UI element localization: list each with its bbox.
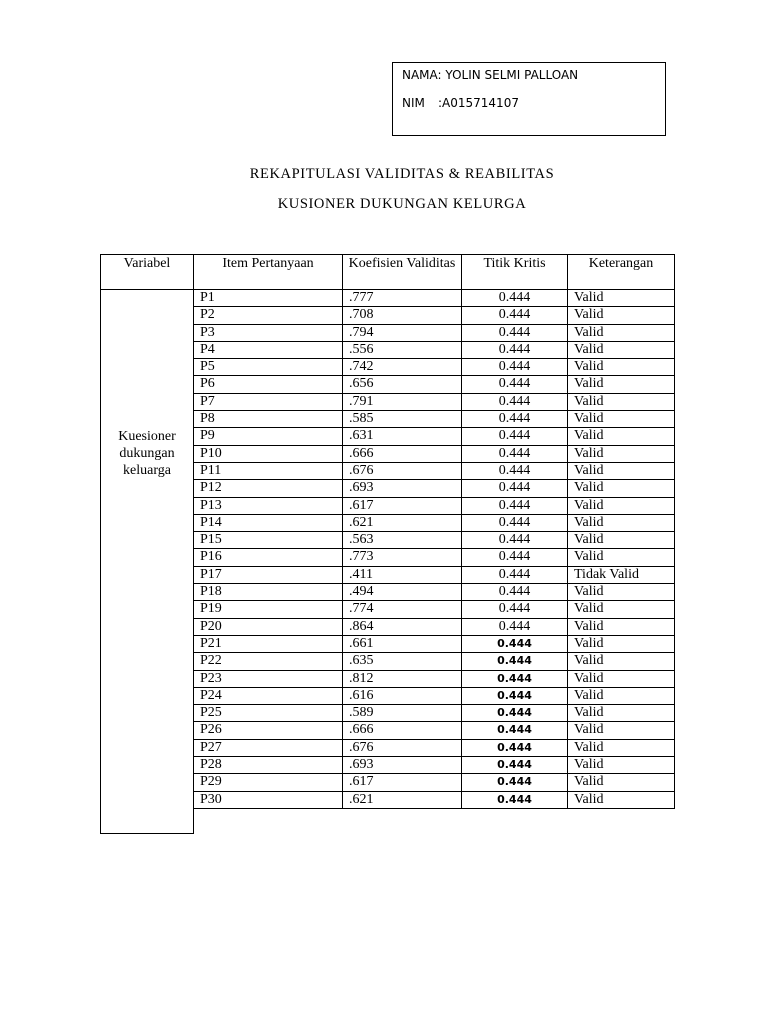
header-titik-kritis: Titik Kritis bbox=[462, 255, 568, 290]
critical-value-cell: 0.444 bbox=[462, 497, 568, 514]
coefficient-cell: .616 bbox=[343, 687, 462, 704]
remark-cell: Valid bbox=[568, 635, 675, 652]
critical-value-cell: 0.444 bbox=[462, 307, 568, 324]
critical-value-cell: 0.444 bbox=[462, 376, 568, 393]
remark-cell: Valid bbox=[568, 341, 675, 358]
coefficient-cell: .773 bbox=[343, 549, 462, 566]
critical-value-cell: 0.444 bbox=[462, 705, 568, 722]
remark-cell: Valid bbox=[568, 359, 675, 376]
coefficient-cell: .631 bbox=[343, 428, 462, 445]
item-cell: P12 bbox=[194, 480, 343, 497]
item-cell: P9 bbox=[194, 428, 343, 445]
critical-value-cell: 0.444 bbox=[462, 359, 568, 376]
item-cell: P24 bbox=[194, 687, 343, 704]
item-cell: P2 bbox=[194, 307, 343, 324]
header-item: Item Pertanyaan bbox=[194, 255, 343, 290]
remark-cell: Valid bbox=[568, 376, 675, 393]
variable-cell: Kuesioner dukungan keluarga bbox=[101, 290, 194, 834]
critical-value-cell: 0.444 bbox=[462, 722, 568, 739]
coefficient-cell: .494 bbox=[343, 584, 462, 601]
critical-value-cell: 0.444 bbox=[462, 601, 568, 618]
identity-box bbox=[392, 62, 666, 136]
coefficient-cell: .676 bbox=[343, 462, 462, 479]
coefficient-cell: .777 bbox=[343, 290, 462, 307]
critical-value-cell: 0.444 bbox=[462, 532, 568, 549]
remark-cell: Valid bbox=[568, 445, 675, 462]
nim-value: :A015714107 bbox=[438, 96, 519, 110]
critical-value-cell: 0.444 bbox=[462, 774, 568, 791]
item-cell: P26 bbox=[194, 722, 343, 739]
coefficient-cell: .556 bbox=[343, 341, 462, 358]
coefficient-cell: .774 bbox=[343, 601, 462, 618]
coefficient-cell: .666 bbox=[343, 722, 462, 739]
coefficient-cell: .794 bbox=[343, 324, 462, 341]
remark-cell: Valid bbox=[568, 791, 675, 808]
remark-cell: Valid bbox=[568, 757, 675, 774]
item-cell: P30 bbox=[194, 791, 343, 808]
critical-value-cell: 0.444 bbox=[462, 618, 568, 635]
coefficient-cell: .411 bbox=[343, 566, 462, 583]
critical-value-cell: 0.444 bbox=[462, 341, 568, 358]
critical-value-cell: 0.444 bbox=[462, 584, 568, 601]
coefficient-cell: .621 bbox=[343, 514, 462, 531]
coefficient-cell: .676 bbox=[343, 739, 462, 756]
remark-cell: Valid bbox=[568, 601, 675, 618]
coefficient-cell: .666 bbox=[343, 445, 462, 462]
coefficient-cell: .617 bbox=[343, 774, 462, 791]
remark-cell: Valid bbox=[568, 687, 675, 704]
coefficient-cell: .656 bbox=[343, 376, 462, 393]
item-cell: P10 bbox=[194, 445, 343, 462]
item-cell: P8 bbox=[194, 411, 343, 428]
critical-value-cell: 0.444 bbox=[462, 445, 568, 462]
item-cell: P22 bbox=[194, 653, 343, 670]
remark-cell: Valid bbox=[568, 307, 675, 324]
item-cell: P3 bbox=[194, 324, 343, 341]
item-cell: P25 bbox=[194, 705, 343, 722]
table-row bbox=[101, 290, 675, 307]
item-cell: P29 bbox=[194, 774, 343, 791]
critical-value-cell: 0.444 bbox=[462, 462, 568, 479]
item-cell: P28 bbox=[194, 757, 343, 774]
critical-value-cell: 0.444 bbox=[462, 428, 568, 445]
header-koefisien: Koefisien Validitas bbox=[343, 255, 462, 290]
coefficient-cell: .812 bbox=[343, 670, 462, 687]
validity-table bbox=[100, 254, 675, 834]
critical-value-cell: 0.444 bbox=[462, 670, 568, 687]
student-name: NAMA: YOLIN SELMI PALLOAN bbox=[402, 68, 579, 82]
coefficient-cell: .708 bbox=[343, 307, 462, 324]
remark-cell: Valid bbox=[568, 774, 675, 791]
item-cell: P16 bbox=[194, 549, 343, 566]
remark-cell: Valid bbox=[568, 393, 675, 410]
remark-cell: Valid bbox=[568, 618, 675, 635]
item-cell: P27 bbox=[194, 739, 343, 756]
item-cell: P14 bbox=[194, 514, 343, 531]
document-subtitle: KUSIONER DUKUNGAN KELURGA bbox=[277, 196, 527, 212]
critical-value-cell: 0.444 bbox=[462, 324, 568, 341]
item-cell: P23 bbox=[194, 670, 343, 687]
critical-value-cell: 0.444 bbox=[462, 739, 568, 756]
critical-value-cell: 0.444 bbox=[462, 549, 568, 566]
remark-cell: Tidak Valid bbox=[568, 566, 675, 583]
item-cell: P7 bbox=[194, 393, 343, 410]
item-cell: P20 bbox=[194, 618, 343, 635]
item-cell: P13 bbox=[194, 497, 343, 514]
remark-cell: Valid bbox=[568, 584, 675, 601]
remark-cell: Valid bbox=[568, 514, 675, 531]
nim-label: NIM bbox=[402, 96, 425, 110]
coefficient-cell: .635 bbox=[343, 653, 462, 670]
item-cell: P6 bbox=[194, 376, 343, 393]
item-cell: P19 bbox=[194, 601, 343, 618]
remark-cell: Valid bbox=[568, 705, 675, 722]
coefficient-cell: .617 bbox=[343, 497, 462, 514]
critical-value-cell: 0.444 bbox=[462, 757, 568, 774]
item-cell: P18 bbox=[194, 584, 343, 601]
coefficient-cell: .563 bbox=[343, 532, 462, 549]
critical-value-cell: 0.444 bbox=[462, 653, 568, 670]
remark-cell: Valid bbox=[568, 722, 675, 739]
critical-value-cell: 0.444 bbox=[462, 480, 568, 497]
remark-cell: Valid bbox=[568, 462, 675, 479]
remark-cell: Valid bbox=[568, 290, 675, 307]
coefficient-cell: .791 bbox=[343, 393, 462, 410]
remark-cell: Valid bbox=[568, 480, 675, 497]
student-nim bbox=[402, 96, 519, 110]
coefficient-cell: .621 bbox=[343, 791, 462, 808]
remark-cell: Valid bbox=[568, 411, 675, 428]
coefficient-cell: .585 bbox=[343, 411, 462, 428]
remark-cell: Valid bbox=[568, 324, 675, 341]
coefficient-cell: .742 bbox=[343, 359, 462, 376]
critical-value-cell: 0.444 bbox=[462, 566, 568, 583]
item-cell: P11 bbox=[194, 462, 343, 479]
item-cell: P21 bbox=[194, 635, 343, 652]
critical-value-cell: 0.444 bbox=[462, 393, 568, 410]
remark-cell: Valid bbox=[568, 739, 675, 756]
critical-value-cell: 0.444 bbox=[462, 411, 568, 428]
remark-cell: Valid bbox=[568, 497, 675, 514]
remark-cell: Valid bbox=[568, 653, 675, 670]
coefficient-cell: .693 bbox=[343, 480, 462, 497]
item-cell: P4 bbox=[194, 341, 343, 358]
item-cell: P15 bbox=[194, 532, 343, 549]
coefficient-cell: .693 bbox=[343, 757, 462, 774]
remark-cell: Valid bbox=[568, 549, 675, 566]
critical-value-cell: 0.444 bbox=[462, 635, 568, 652]
coefficient-cell: .661 bbox=[343, 635, 462, 652]
document-title: REKAPITULASI VALIDITAS & REABILITAS bbox=[249, 166, 555, 182]
table-body bbox=[101, 290, 675, 834]
critical-value-cell: 0.444 bbox=[462, 290, 568, 307]
header-keterangan: Keterangan bbox=[568, 255, 675, 290]
critical-value-cell: 0.444 bbox=[462, 791, 568, 808]
remark-cell: Valid bbox=[568, 670, 675, 687]
remark-cell: Valid bbox=[568, 532, 675, 549]
remark-cell: Valid bbox=[568, 428, 675, 445]
coefficient-cell: .864 bbox=[343, 618, 462, 635]
critical-value-cell: 0.444 bbox=[462, 687, 568, 704]
table-header-row bbox=[101, 255, 675, 290]
item-cell: P17 bbox=[194, 566, 343, 583]
item-cell: P1 bbox=[194, 290, 343, 307]
critical-value-cell: 0.444 bbox=[462, 514, 568, 531]
coefficient-cell: .589 bbox=[343, 705, 462, 722]
header-variabel: Variabel bbox=[101, 255, 194, 290]
item-cell: P5 bbox=[194, 359, 343, 376]
